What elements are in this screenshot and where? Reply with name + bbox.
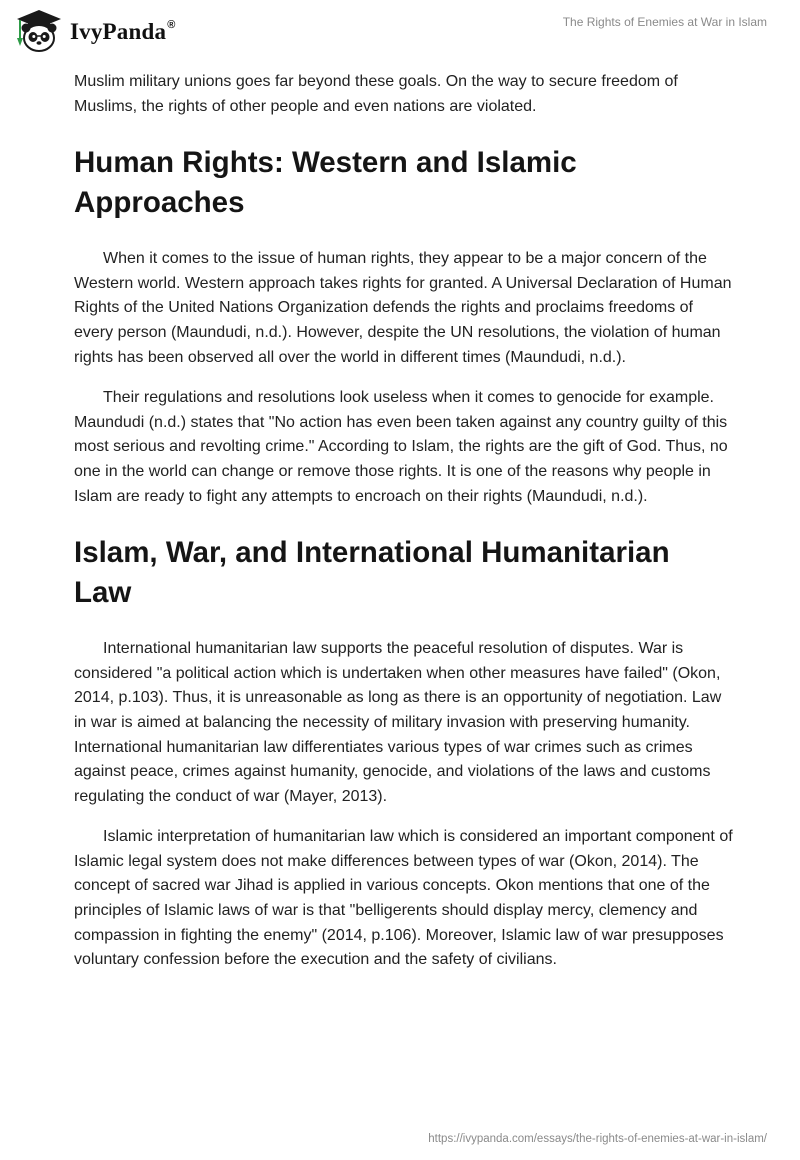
article-body <box>74 70 734 989</box>
source-url-link[interactable]: https://ivypanda.com/essays/the-rights-of-enemies-at-war-in-islam/ <box>428 1133 767 1145</box>
section-heading-human-rights: Human Rights: Western and Islamic Approaches <box>74 146 577 220</box>
section-paragraph: When it comes to the issue of human rights, they appear to be a major concern of the Western world. Western approach takes rights for granted. A Universal Declaration of Human Rights of the United Nations Organization defends the rights and proclaims freedoms of every person (Maundudi, n.d.). However, despite the UN resolutions, the violation of human rights has been observed all over the world in different times (Maundudi, n.d.). <box>74 250 732 366</box>
document-title: The Rights of Enemies at War in Islam <box>562 15 767 29</box>
section-heading-islam-war-law: Islam, War, and International Humanitarian Law <box>74 536 670 610</box>
page-header <box>0 0 800 62</box>
brand-name-text: IvyPanda <box>70 19 167 44</box>
section-paragraph: Islamic interpretation of humanitarian law which is considered an important component of Islamic legal system does not make differences between types of war (Okon, 2014). The concept of sacred war Jihad is applied in various concepts. Okon mentions that one of the principles of Islamic laws of war is that "belligerents should display mercy, clemency and compassion in fighting the enemy" (2014, p.106). Moreover, Islamic law of war presupposes voluntary confession before the execution and the safety of civilians. <box>74 828 733 969</box>
section-paragraph: International humanitarian law supports the peaceful resolution of disputes. War is considered "a political action which is undertaken when other measures have failed" (Okon, 2014, p.103). Thus, it is unreasonable as long as there is an opportunity of negotiation. Law in war is aimed at balancing the necessity of military invasion with preserving humanity. International humanitarian law differentiates various types of war crimes such as crimes against peace, crimes against humanity, genocide, and violations of the laws and customs regulating the conduct of war (Mayer, 2013). <box>74 640 722 805</box>
panda-graduate-icon <box>14 8 64 54</box>
brand-name <box>70 19 176 45</box>
registered-mark: ® <box>167 19 176 32</box>
intro-paragraph: Muslim military unions goes far beyond these goals. On the way to secure freedom of Muslims, the rights of other people and even nations are violated. <box>74 73 678 115</box>
brand-logo[interactable] <box>14 8 176 54</box>
section-paragraph: Their regulations and resolutions look useless when it comes to genocide for example. Maundudi (n.d.) states that "No action has even been taken against any country guilty of this most serious and revolting crime." According to Islam, the rights are the gift of God. Thus, no one in the world can change or remove those rights. It is one of the reasons why people in Islam are ready to fight any attempts to encroach on their rights (Maundudi, n.d.). <box>74 389 728 505</box>
